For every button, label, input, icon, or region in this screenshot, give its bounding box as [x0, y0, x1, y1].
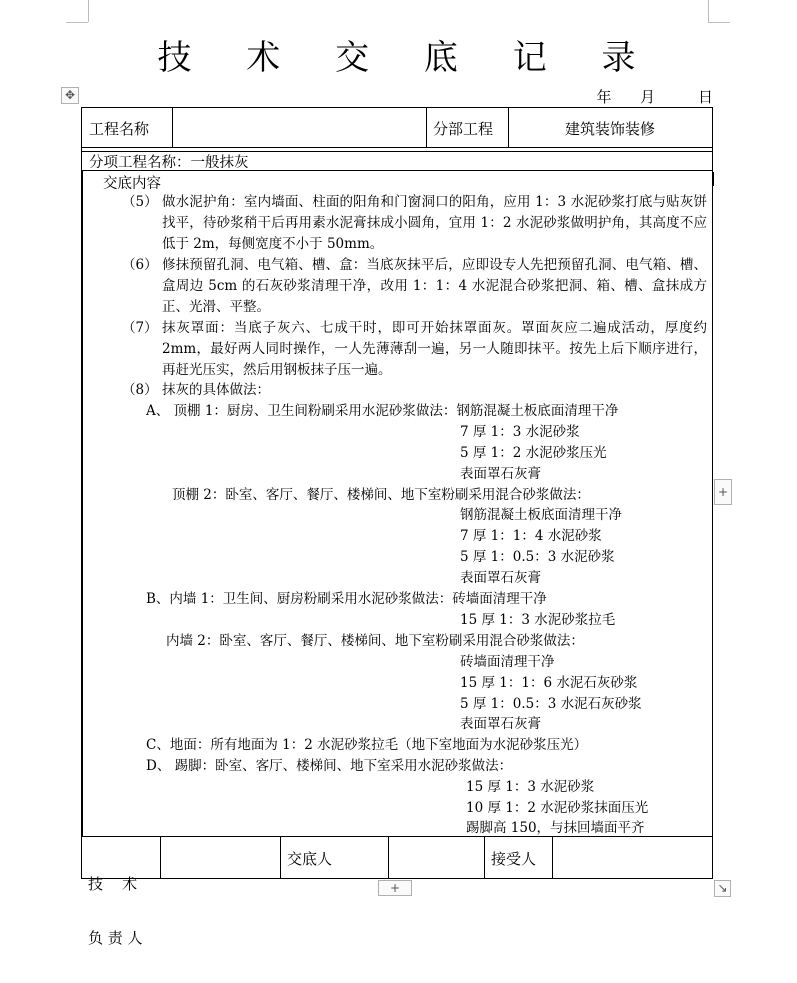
column-divider [388, 836, 389, 878]
detail-line: C、地面：所有地面为 1：2 水泥砂浆拉毛（地下室地面为水泥砂浆压光） [146, 737, 588, 753]
crop-mark-top-right [708, 0, 709, 22]
column-divider [552, 836, 553, 878]
column-divider [484, 836, 485, 878]
subitem-name: 分项工程名称：一般抹灰 [89, 155, 249, 171]
division-value[interactable]: 建筑装饰装修 [564, 120, 655, 138]
content-title: 交底内容 [103, 176, 161, 192]
item-text: 修抹预留孔洞、电气箱、槽、盒：当底灰抹平后，应即设专人先把预留孔洞、电气箱、槽、盒周边 5cm 的石灰砂浆清理干净，改用 1：1：4 水泥混合砂浆把洞、箱、槽、盒抹成方正、光滑、平整。 [162, 257, 707, 315]
detail-line: 5 厚 1：0.5：3 水泥砂浆 [460, 549, 615, 565]
item-number: （5） [122, 194, 158, 210]
detail-line: 15 厚 1：1：6 水泥石灰砂浆 [460, 675, 638, 691]
detail-line: 钢筋混凝土板底面清理干净 [460, 507, 622, 523]
detail-line: 表面罩石灰膏 [460, 570, 541, 586]
detail-line: 表面罩石灰膏 [460, 466, 541, 482]
item-text: 抹灰的具体做法： [162, 382, 270, 398]
item-number: （8） [122, 382, 158, 398]
detail-line: 7 厚 1：1：4 水泥砂浆 [460, 528, 602, 544]
tech-lead-label-line2: 负 责 人 [88, 929, 143, 947]
detail-line: 15 厚 1：3 水泥砂浆 [466, 779, 595, 795]
date-line: 年 月 日 [596, 88, 713, 106]
disclosure-table [81, 107, 713, 947]
item-number: （6） [122, 257, 158, 273]
detail-line: D、 踢脚：卧室、客厅、楼梯间、地下室采用水泥砂浆做法： [146, 758, 513, 774]
detail-line: 内墙 2：卧室、客厅、餐厅、楼梯间、地下室粉刷采用混合砂浆做法： [166, 633, 584, 649]
detail-line: 5 厚 1：0.5：3 水泥石灰砂浆 [460, 696, 642, 712]
division-label: 分部工程 [433, 120, 494, 138]
document-title: 技 术 交 底 记 录 [157, 38, 658, 78]
detail-line: 15 厚 1：3 水泥砂浆拉毛 [460, 612, 616, 628]
detail-line: A、 顶棚 1：厨房、卫生间粉刷采用水泥砂浆做法：钢筋混凝土板底面清理干净 [146, 403, 619, 419]
receiver-value[interactable] [558, 846, 706, 866]
detail-line: 踢脚高 150，与抹回墙面平齐 [466, 820, 645, 836]
column-divider [160, 836, 161, 878]
item-text: 抹灰罩面：当底子灰六、七成干时，即可开始抹罩面灰。罩面灰应二遍成活动，厚度约 2mm，最好两人同时操作，一人先薄薄刮一遍，另一人随即抹平。按先上后下顺序进行，再赶光压实，然后用钢板抹子压一遍。 [162, 320, 707, 378]
crop-mark-top-left-h [66, 22, 88, 23]
project-name-label: 工程名称 [89, 120, 150, 138]
discloser-value[interactable] [394, 846, 478, 866]
tech-lead-label-line1: 技 术 [88, 875, 138, 893]
item-text: 做水泥护角：室内墙面、柱面的阳角和门窗洞口的阳角，应用 1：3 水泥砂浆打底与贴灰饼找平，待砂浆稍干后再用素水泥膏抹成小圆角，宜用 1：2 水泥砂浆做明护角，其高度不应低于 2m，每侧宽度不小于 50mm。 [162, 194, 707, 252]
item-number: （7） [122, 320, 158, 336]
text-cursor [712, 172, 714, 186]
tech-lead-label [88, 839, 143, 983]
discloser-label: 交底人 [287, 850, 333, 868]
crop-mark-top-right-h [708, 22, 730, 23]
detail-line: B、内墙 1：卫生间、厨房粉刷采用水泥砂浆做法：砖墙面清理干净 [146, 591, 547, 607]
tech-lead-value[interactable] [166, 846, 274, 866]
detail-line: 10 厚 1：2 水泥砂浆抹面压光 [466, 800, 649, 816]
crop-mark-top-left [88, 0, 89, 22]
detail-line: 5 厚 1：2 水泥砂浆压光 [460, 445, 607, 461]
add-column-button[interactable]: + [714, 479, 732, 505]
table-move-handle-icon[interactable]: ✥ [61, 87, 79, 104]
detail-line: 7 厚 1：3 水泥砂浆 [460, 424, 580, 440]
table-resize-handle-icon[interactable]: ↘ [714, 880, 731, 897]
detail-line: 表面罩石灰膏 [460, 716, 541, 732]
detail-line: 顶棚 2：卧室、客厅、餐厅、楼梯间、地下室粉刷采用混合砂浆做法： [172, 487, 590, 503]
detail-line: 砖墙面清理干净 [460, 654, 555, 670]
add-row-button[interactable]: + [378, 880, 412, 896]
receiver-label: 接受人 [491, 850, 537, 868]
column-divider [280, 836, 281, 878]
disclosure-body [82, 108, 712, 836]
